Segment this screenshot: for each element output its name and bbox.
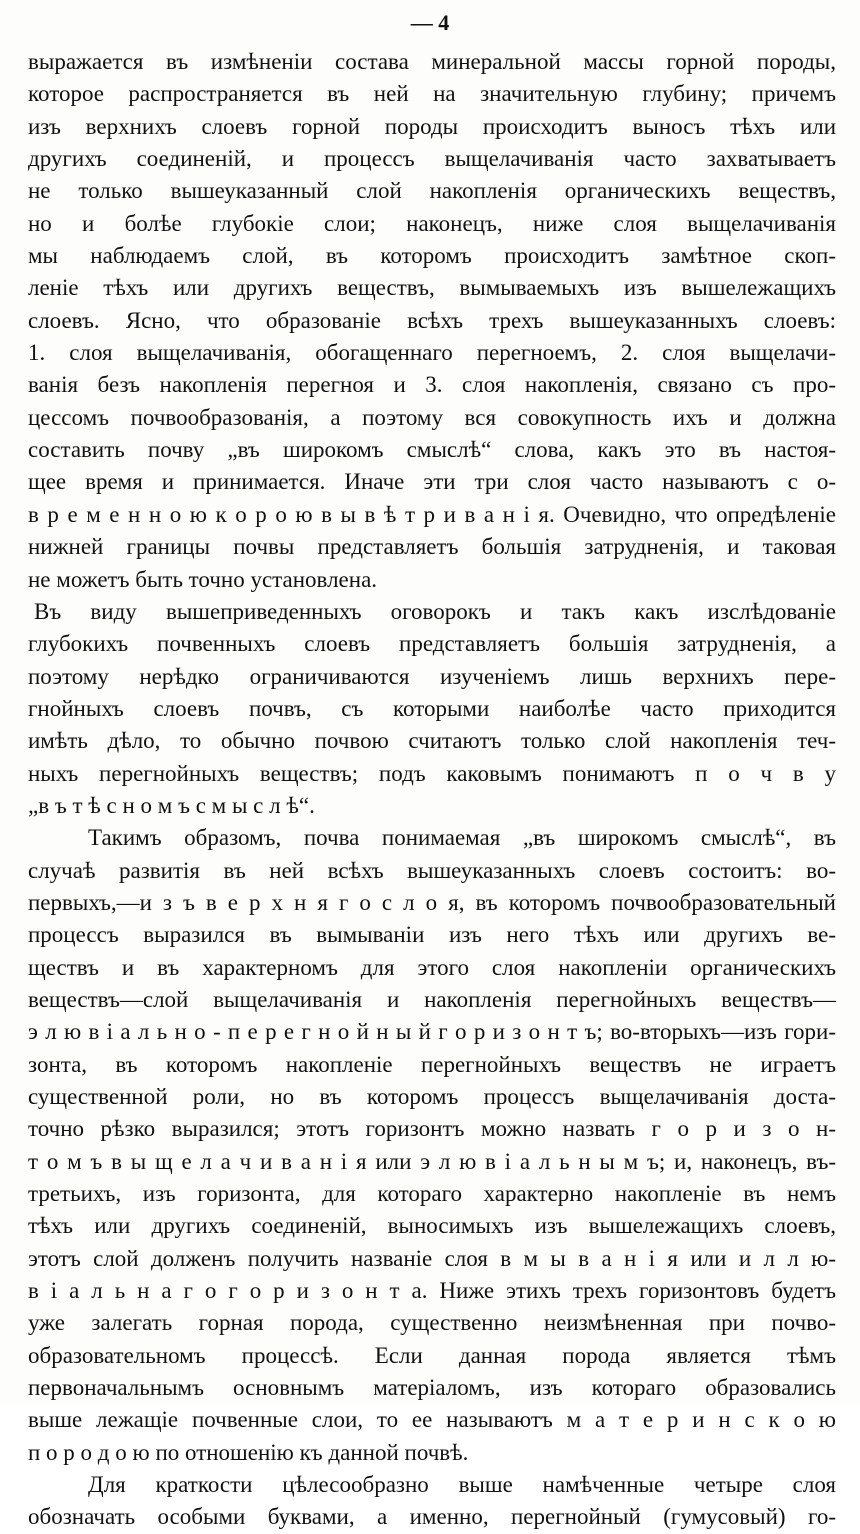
text-line: точно рѣзко выразился; этотъ горизонтъ можно назвать г о р и з о н- [28, 1116, 836, 1142]
text-line: „в ъ т ѣ с н о м ъ с м ы с л ѣ“. [28, 792, 315, 818]
text-line: т о м ъ в ы щ е л а ч и в а н і я или э л ю в і а л ь н ы м ъ; и, наконецъ, въ- [28, 1148, 836, 1174]
text-line: слоевъ. Ясно, что образованіе всѣхъ трехъ вышеуказанныхъ слоевъ: [28, 307, 836, 333]
text-line: существенной роли, но въ которомъ процессъ выщелачиванія доста- [28, 1084, 836, 1109]
text-line: п о р о д о ю по отношенію къ данной почвѣ. [28, 1439, 469, 1465]
text-line: но и болѣе глубокіе слои; наконецъ, ниже слоя выщелачиванія [28, 210, 836, 236]
text-line: выражается въ измѣненіи состава минеральной массы горной породы, [28, 49, 836, 74]
text-line: мы наблюдаемъ слой, въ которомъ происходитъ замѣтное скоп- [28, 243, 836, 269]
text-line: э л ю в і а л ь н о - п е р е г н о й н ы й г о р и з о н т ъ; во-вторыхъ—изъ гори- [28, 1019, 836, 1045]
text-line: имѣть дѣло, то обычно почвою считаютъ только слой накопленія теч- [28, 728, 836, 754]
text-line: уже залегать горная порода, существенно неизмѣненная при почво- [28, 1310, 836, 1336]
text-line: гнойныхъ слоевъ почвъ, съ которыми наиболѣе часто приходится [28, 695, 836, 721]
text-line: поэтому нерѣдко ограничиваются изученіемъ лишь верхнихъ пере- [28, 663, 836, 689]
text-line: не можетъ быть точно установлена. [28, 566, 378, 592]
text-line: Для краткости цѣлесообразно выше намѣченные четыре слоя [88, 1472, 836, 1498]
text-line: третьихъ, изъ горизонта, для котораго характерно накопленіе въ немъ [28, 1181, 836, 1207]
text-line: обозначать особыми буквами, а именно, перегнойный (гумусовый) го- [28, 1504, 836, 1530]
text-line: первоначальнымъ основнымъ матеріаломъ, изъ котораго образовались [28, 1375, 836, 1401]
page-number: — 4 [410, 10, 450, 35]
text-line: веществъ—слой выщелачиванія и накопленія перегнойныхъ веществъ— [28, 986, 836, 1012]
text-line: другихъ соединеній, и процессъ выщелачиванія часто захватываетъ [28, 146, 836, 172]
text-line: глубокихъ почвенныхъ слоевъ представляетъ большія затрудненія, а [28, 631, 836, 657]
text-line: выше лежащіе почвенные слои, то ее называютъ м а т е р и н с к о ю [28, 1407, 836, 1433]
text-line: тѣхъ или другихъ соединеній, выносимыхъ изъ вышележащихъ слоевъ, [28, 1213, 836, 1239]
text-line: в р е м е н н о ю к о р о ю в ы в ѣ т р и в а н і я. Очевидно, что опредѣленіе [28, 501, 836, 527]
text-line: первыхъ,—и з ъ в е р х н я г о с л о я, въ которомъ почвообразовательный [28, 889, 836, 915]
text-line: ществъ и въ характерномъ для этого слоя накопленіи органическихъ [28, 954, 836, 980]
text-line: изъ верхнихъ слоевъ горной породы происходитъ выносъ тѣхъ или [28, 113, 836, 139]
text-line: зонта, въ которомъ накопленіе перегнойныхъ веществъ не играетъ [28, 1051, 836, 1077]
text-line: образовательномъ процессѣ. Если данная порода является тѣмъ [28, 1342, 836, 1368]
text-line: нижней границы почвы представляетъ большія затрудненія, и таковая [28, 534, 836, 560]
text-line: ванія безъ накопленія перегноя и 3. слоя накопленія, связано съ про- [28, 372, 836, 398]
text-line: 1. слоя выщелачиванія, обогащеннаго перегноемъ, 2. слоя выщелачи- [28, 340, 836, 366]
text-line: которое распространяется въ ней на значительную глубину; причемъ [28, 81, 836, 107]
text-line: в і а л ь н а г о г о р и з о н т а. Ниже этихъ трехъ горизонтовъ будетъ [28, 1278, 836, 1304]
text-line: леніе тѣхъ или другихъ веществъ, вымываемыхъ изъ вышележащихъ [28, 275, 836, 301]
body-text [28, 46, 836, 1534]
text-line: Въ виду вышеприведенныхъ оговорокъ и такъ какъ изслѣдованіе [34, 598, 836, 624]
text-line: процессъ выразился въ вымываніи изъ него тѣхъ или другихъ ве- [28, 922, 836, 948]
text-line: случаѣ развитія въ ней всѣхъ вышеуказанныхъ слоевъ состоитъ: во- [28, 857, 836, 883]
text-line: этотъ слой долженъ получить названіе слоя в м ы в а н і я или и л л ю- [28, 1245, 836, 1271]
text-line: цессомъ почвообразованія, а поэтому вся совокупность ихъ и должна [28, 404, 836, 430]
text-line: ныхъ перегнойныхъ веществъ; подъ каковымъ понимаютъ п о ч в у [28, 760, 836, 786]
text-line: не только вышеуказанный слой накопленія органическихъ веществъ, [28, 178, 836, 204]
text-line: щее время и принимается. Иначе эти три слоя часто называютъ с о- [28, 469, 836, 495]
text-line: составить почву „въ широкомъ смыслѣ“ слова, какъ это въ настоя- [28, 437, 836, 463]
text-line: Такимъ образомъ, почва понимаемая „въ широкомъ смыслѣ“, въ [88, 825, 836, 851]
